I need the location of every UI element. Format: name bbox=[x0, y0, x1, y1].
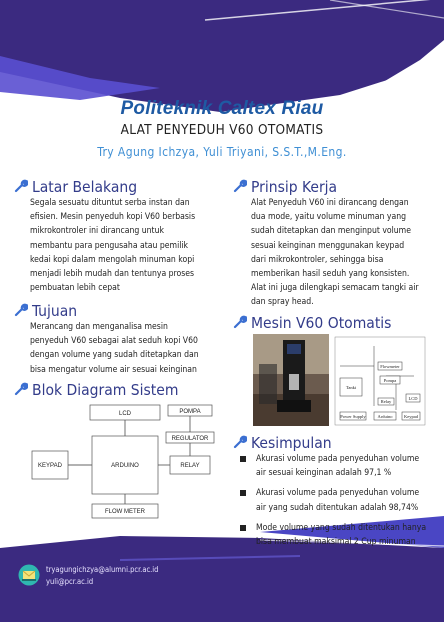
contact-emails bbox=[46, 564, 158, 588]
wrench-icon bbox=[233, 435, 247, 449]
prinsip-line: Alat Penyeduh V60 ini dirancang dengan bbox=[251, 198, 409, 208]
schematic-lcd-label: LCD bbox=[408, 396, 418, 401]
prinsip-line: Alat ini juga dilengkapi semacam tangki air bbox=[251, 283, 419, 294]
schematic-relay-label: Relay bbox=[380, 399, 392, 404]
blok-diagram-label: Blok Diagram Sistem bbox=[32, 381, 179, 399]
prinsip-line: dari mikrokontroler, sehingga bisa bbox=[251, 254, 384, 265]
kesimpulan-item: Mode volume yang sudah ditentukan hanya bisa membuat maksimal 2 Cup minuman bbox=[240, 521, 440, 549]
machine-schematic bbox=[334, 336, 426, 426]
block-diagram bbox=[30, 402, 216, 524]
block-relay-label: RELAY bbox=[180, 463, 200, 469]
wrench-icon bbox=[233, 179, 247, 193]
machine-photo bbox=[253, 334, 329, 426]
wrench-icon bbox=[14, 382, 28, 396]
latar-line: mikrokontroler ini dirancang untuk bbox=[30, 226, 164, 237]
latar-belakang-text bbox=[30, 196, 230, 295]
kesimpulan-heading bbox=[233, 434, 332, 452]
email-primary[interactable]: tryagungichzya@alumni.pcr.ac.id bbox=[46, 565, 159, 574]
blok-diagram-heading bbox=[14, 381, 178, 399]
wrench-icon bbox=[14, 303, 28, 317]
kesimpulan-label: Kesimpulan bbox=[251, 434, 332, 452]
wrench-icon bbox=[233, 315, 247, 329]
schematic-pompa-label: Pompa bbox=[383, 378, 397, 383]
tujuan-line: Merancang dan menganalisa mesin bbox=[30, 322, 168, 332]
prinsip-kerja-text bbox=[251, 196, 441, 310]
block-flow-label: FLOW METER bbox=[105, 509, 145, 515]
tujuan-heading bbox=[14, 302, 77, 320]
prinsip-line: memberikan hasil seduh yang konsisten. bbox=[251, 269, 410, 280]
prinsip-line: sesuai keinginan menggunakan keypad bbox=[251, 240, 405, 251]
kesimpulan-item: Akurasi volume pada penyeduhan volume air yang sudah ditentukan adalah 98,74% bbox=[240, 486, 440, 514]
email-secondary[interactable]: yuli@pcr.ac.id bbox=[46, 577, 94, 586]
tujuan-line: penyeduh V60 sebagai alat seduh kopi V60 bbox=[30, 336, 198, 347]
poster-authors: Try Agung Ichzya, Yuli Triyani, S.S.T.,M.Eng. bbox=[97, 145, 347, 159]
prinsip-kerja-label: Prinsip Kerja bbox=[251, 178, 338, 196]
schematic-flowmeter-label: Flowmeter bbox=[380, 364, 400, 369]
schematic-power-label: Power Supply bbox=[340, 414, 366, 419]
block-keypad-label: KEYPAD bbox=[38, 463, 62, 469]
latar-line: pembuatan lebih cepat bbox=[30, 283, 120, 294]
tujuan-label: Tujuan bbox=[32, 302, 78, 320]
mesin-heading bbox=[233, 314, 391, 332]
tujuan-line: dengan volume yang sudah ditetapkan dan bbox=[30, 350, 199, 361]
latar-line: efisien. Mesin penyeduh kopi V60 berbasis bbox=[30, 212, 196, 223]
latar-line: kedai kopi dalam mengolah minuman kopi bbox=[30, 254, 195, 265]
prinsip-kerja-heading bbox=[233, 178, 337, 196]
kesimpulan-item: Akurasi volume pada penyeduhan volume air sesuai keinginan adalah 97,1 % bbox=[240, 452, 440, 480]
prinsip-line: dan spray head. bbox=[251, 297, 314, 308]
latar-belakang-heading bbox=[14, 178, 137, 196]
prinsip-line: sudah ditetapkan dan menginput volume bbox=[251, 226, 411, 237]
block-arduino-label: ARDUINO bbox=[111, 463, 139, 469]
tujuan-line: bisa mengatur volume air sesuai keinginan bbox=[30, 364, 197, 375]
schematic-keypad-label: Keypad bbox=[404, 414, 418, 419]
poster-title: ALAT PENYEDUH V60 OTOMATIS bbox=[120, 122, 324, 138]
block-pompa-label: POMPA bbox=[179, 409, 201, 415]
latar-belakang-label: Latar Belakang bbox=[32, 178, 138, 196]
latar-line: menjadi lebih mudah dan tentunya proses bbox=[30, 269, 195, 280]
schematic-tanki-label: Tanki bbox=[345, 385, 357, 390]
schematic-arduino-label: Arduino bbox=[377, 414, 393, 419]
latar-line: Segala sesuatu dituntut serba instan dan bbox=[30, 198, 190, 208]
wrench-icon bbox=[14, 179, 28, 193]
email-icon bbox=[18, 564, 40, 586]
block-regulator-label: REGULATOR bbox=[171, 436, 209, 442]
institution-name: Politeknik Caltex Riau bbox=[120, 98, 324, 119]
kesimpulan-list bbox=[240, 452, 440, 555]
mesin-label: Mesin V60 Otomatis bbox=[251, 314, 392, 332]
block-lcd-label: LCD bbox=[118, 411, 132, 417]
prinsip-line: dua mode, yaitu volume minuman yang bbox=[251, 212, 407, 223]
latar-line: membantu para pengusaha atau pemilik bbox=[30, 240, 188, 251]
tujuan-text bbox=[30, 320, 230, 377]
